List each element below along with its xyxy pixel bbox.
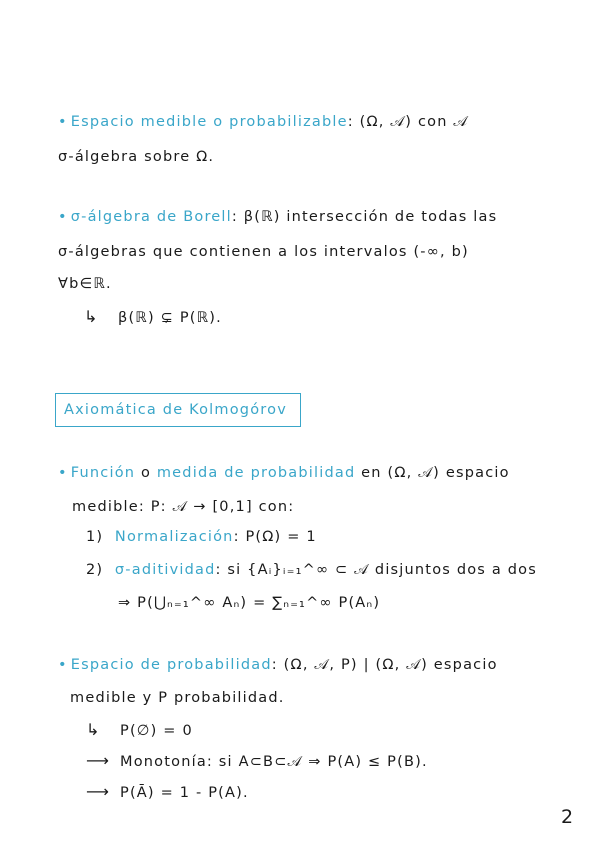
espacio-probabilidad-term: Espacio de probabilidad [70,657,272,673]
consequence-1 [86,720,193,741]
sigma-borel-term: σ-álgebra de Borell [70,209,232,225]
axiom-1 [86,527,317,547]
axiom-2-term: σ-aditividad [114,562,216,578]
page-number: 2 [561,806,574,828]
sigma-borel-line3: ∀b∈ℝ. [58,276,112,292]
axiom-2-formula: ⇒ P(⋃ₙ₌₁^∞ Aₙ) = ∑ₙ₌₁^∞ P(Aₙ) [118,595,381,611]
borel-subset: β(ℝ) ⊊ P(ℝ). [118,310,222,326]
axiom-2-number: 2) [86,562,104,578]
bullet-icon: • [58,114,68,130]
hook-arrow-icon: ↳ [86,720,101,739]
espacio-medible-def: : (Ω, 𝒜) con 𝒜 [347,114,469,130]
hook-arrow-icon: ↳ [84,307,99,326]
right-arrow-icon: ⟶ [86,782,111,801]
espacio-medible-line [58,112,468,132]
consequence-3-text: P(Ā) = 1 - P(A). [120,785,249,801]
funcion-term: Función [70,465,136,481]
medida-term: medida de probabilidad [156,465,356,481]
funcion-mid: o [135,465,157,481]
funcion-line2: medible: P: 𝒜 → [0,1] con: [72,499,295,515]
espacio-probabilidad-def: : (Ω, 𝒜, P) | (Ω, 𝒜) espacio [271,657,498,673]
sigma-borel-line4 [84,307,222,328]
bullet-icon: • [58,465,68,481]
consequence-3 [86,782,249,803]
espacio-probabilidad-line [58,655,498,675]
axiom-1-rest: : P(Ω) = 1 [233,529,317,545]
espacio-probabilidad-line2: medible y P probabilidad. [70,690,285,706]
axiom-2-rest: : si {Aᵢ}ᵢ₌₁^∞ ⊂ 𝒜 disjuntos dos a dos [215,562,537,578]
sigma-borel-line2: σ-álgebras que contienen a los intervalos (-∞, b) [58,244,469,260]
sigma-borel-def: : β(ℝ) intersección de todas las [231,209,498,225]
bullet-icon: • [58,657,68,673]
sigma-borel-line [58,207,497,227]
espacio-medible-term: Espacio medible o probabilizable [70,114,348,130]
espacio-medible-line2: σ-álgebra sobre Ω. [58,149,215,165]
funcion-probabilidad-line [58,463,510,483]
consequence-2 [86,751,428,772]
funcion-def: en (Ω, 𝒜) espacio [355,465,510,481]
axiom-1-number: 1) [86,529,104,545]
axiom-1-term: Normalización [114,529,234,545]
section-title-box: Axiomática de Kolmogórov [55,393,301,427]
bullet-icon: • [58,209,68,225]
consequence-1-text: P(∅) = 0 [120,723,193,739]
consequence-2-text: Monotonía: si A⊂B⊂𝒜 ⇒ P(A) ≤ P(B). [120,754,428,770]
axiom-2 [86,560,537,580]
right-arrow-icon: ⟶ [86,751,111,770]
